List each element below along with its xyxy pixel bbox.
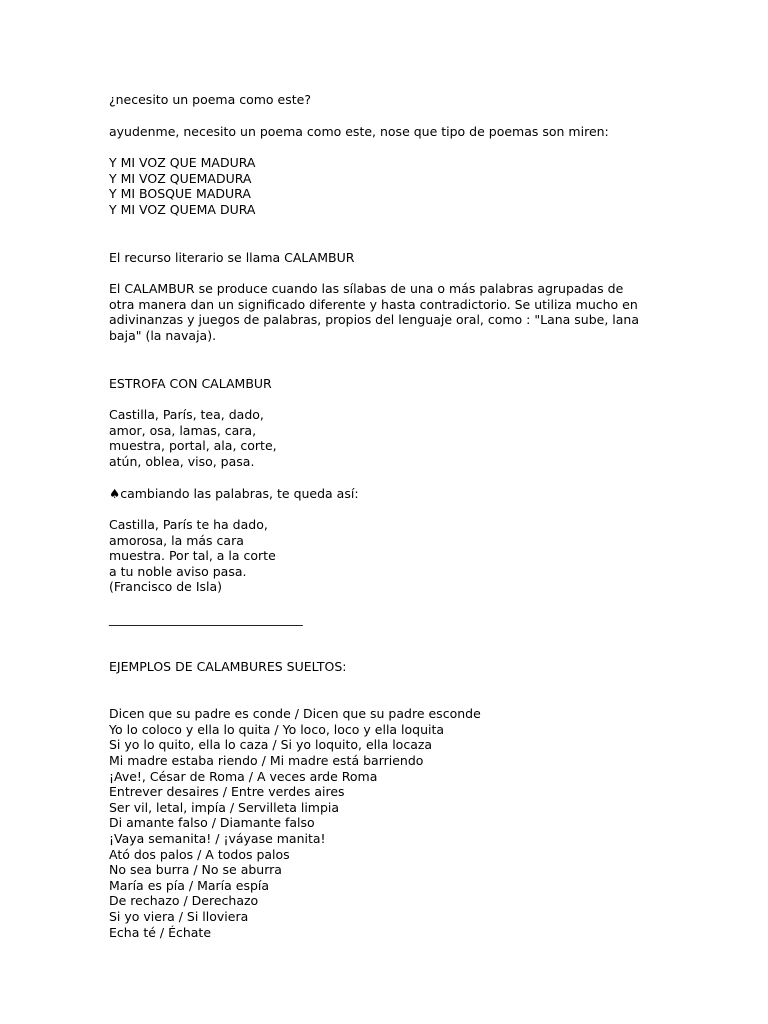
strophe-changed: [109, 517, 649, 595]
spacer: [109, 344, 649, 376]
spacer: [109, 265, 649, 281]
example-poem: [109, 155, 649, 217]
strophe-line: muestra. Por tal, a la corte: [109, 548, 276, 564]
strophe-heading: ESTROFA CON CALAMBUR: [109, 375, 272, 391]
question-title: ¿necesito un poema como este?: [109, 92, 311, 107]
poem-line: Y MI BOSQUE MADURA: [109, 186, 251, 202]
example-item: Di amante falso / Diamante falso: [109, 815, 315, 831]
strophe-line: a tu noble aviso pasa.: [109, 563, 247, 579]
strophe-line: muestra, portal, ala, corte,: [109, 438, 277, 454]
spacer: [109, 108, 649, 124]
strophe-line: atún, oblea, viso, pasa.: [109, 453, 255, 469]
example-item: No sea burra / No se aburra: [109, 862, 282, 878]
spacer: [109, 470, 649, 486]
spacer: [109, 218, 649, 250]
device-name: El recurso literario se llama CALAMBUR: [109, 249, 355, 265]
example-item: Si yo viera / Si lloviera: [109, 908, 249, 924]
poem-line: Y MI VOZ QUEMA DURA: [109, 201, 256, 217]
separator-line: _______________________________: [109, 611, 303, 627]
strophe-line: amor, osa, lamas, cara,: [109, 422, 257, 438]
example-item: De rechazo / Derechazo: [109, 893, 259, 909]
example-item: María es pía / María espía: [109, 877, 270, 893]
example-item: Ató dos palos / A todos palos: [109, 846, 290, 862]
strophe-original: [109, 407, 649, 469]
poem-line: Y MI VOZ QUE MADURA: [109, 155, 256, 171]
document-body: [109, 92, 649, 940]
spacer: [109, 139, 649, 155]
spacer: [109, 627, 649, 659]
spacer: [109, 674, 649, 706]
example-item: ¡Vaya semanita! / ¡váyase manita!: [109, 831, 326, 846]
question-request: ayudenme, necesito un poema como este, nose que tipo de poemas son miren:: [109, 123, 609, 139]
examples-list: [109, 706, 649, 940]
example-item: Entrever desaires / Entre verdes aires: [109, 784, 345, 800]
spacer: [109, 595, 649, 611]
example-item: ¡Ave!, César de Roma / A veces arde Roma: [109, 768, 378, 784]
spacer: [109, 391, 649, 407]
strophe-line: amorosa, la más cara: [109, 532, 244, 548]
example-item: Ser vil, letal, impía / Servilleta limpia: [109, 799, 340, 815]
strophe-line: Castilla, París te ha dado,: [109, 517, 268, 533]
example-item: Echa té / Échate: [109, 924, 212, 940]
examples-heading: EJEMPLOS DE CALAMBURES SUELTOS:: [109, 658, 347, 674]
strophe-attribution: (Francisco de Isla): [109, 579, 223, 595]
example-item: Mi madre estaba riendo / Mi madre está barriendo: [109, 753, 424, 769]
example-item: Si yo lo quito, ella lo caza / Si yo loquito, ella locaza: [109, 737, 433, 753]
example-item: Yo lo coloco y ella lo quita / Yo loco, loco y ella loquita: [109, 721, 445, 737]
change-note: ♠cambiando las palabras, te queda así:: [109, 485, 359, 501]
example-item: Dicen que su padre es conde / Dicen que su padre esconde: [109, 706, 481, 722]
strophe-line: Castilla, París, tea, dado,: [109, 407, 264, 423]
definition-paragraph: El CALAMBUR se produce cuando las sílabas de una o más palabras agrupadas de otra manera dan un significado diferente y hasta contradictorio. Se utiliza mucho en adivinanzas y juegos de palabras, propios del lenguaje oral, como : "Lana sube, lana baja" (la navaja).: [109, 281, 640, 343]
poem-line: Y MI VOZ QUEMADURA: [109, 170, 252, 186]
spacer: [109, 501, 649, 517]
